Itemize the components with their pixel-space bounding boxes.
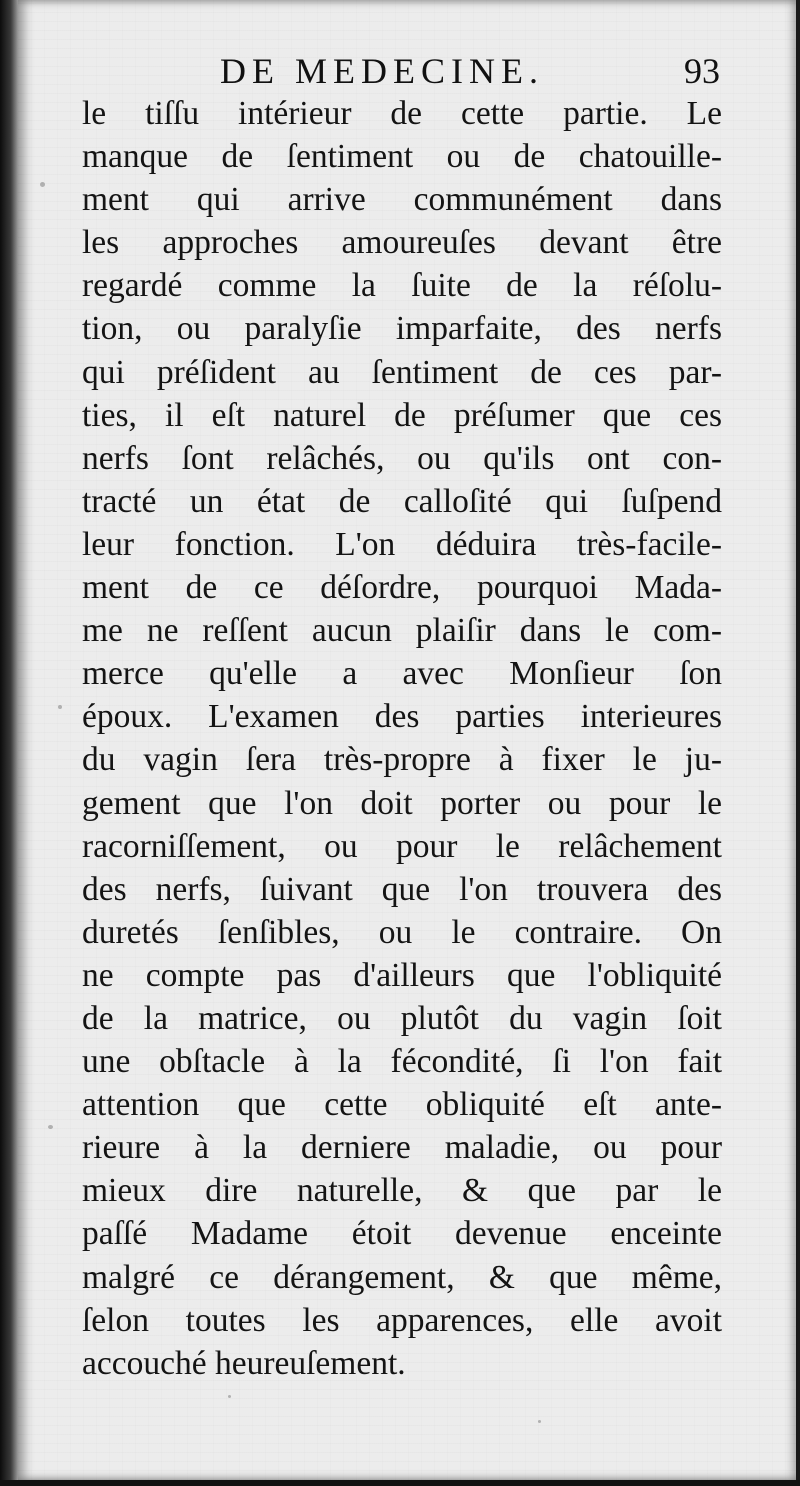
running-head	[80, 50, 720, 94]
paper-speck	[40, 182, 45, 187]
text-line: ment qui arrive communément dans	[82, 181, 722, 219]
text-line: leur fonction. L'on déduira très-facile-	[82, 525, 722, 563]
paper-speck	[538, 1420, 541, 1423]
text-line: nerfs ſont relâchés, ou qu'ils ont con-	[82, 439, 722, 477]
text-line: de la matrice, ou plutôt du vagin ſoit	[82, 999, 722, 1037]
page-bottom-edge	[0, 1480, 800, 1486]
text-line: une obſtacle à la fécondité, ſi l'on fait	[82, 1043, 722, 1081]
book-gutter-shadow	[0, 0, 18, 1486]
text-line: merce qu'elle a avec Monſieur ſon	[82, 655, 722, 693]
text-line: le tiſſu intérieur de cette partie. Le	[82, 95, 722, 132]
text-line: malgré ce dérangement, & que même,	[82, 1258, 722, 1296]
text-line: duretés ſenſibles, ou le contraire. On	[82, 913, 722, 951]
paper-speck	[228, 1395, 231, 1398]
text-line: rieure à la derniere maladie, ou pour	[82, 1129, 722, 1167]
text-line: des nerfs, ſuivant que l'on trouvera des	[82, 870, 722, 908]
text-line: ment de ce déſordre, pourquoi Mada-	[82, 569, 722, 607]
text-line: paſſé Madame étoit devenue enceinte	[82, 1215, 722, 1253]
text-line: tracté un état de calloſité qui ſuſpend	[82, 482, 722, 520]
text-line: accouché heureuſement.	[82, 1344, 406, 1382]
text-line: ties, il eſt naturel de préſumer que ces	[82, 396, 722, 434]
text-line: ſelon toutes les apparences, elle avoit	[82, 1301, 722, 1339]
text-line: attention que cette obliquité eſt ante-	[82, 1086, 722, 1124]
paper-speck	[58, 705, 62, 709]
text-line: gement que l'on doit porter ou pour le	[82, 784, 722, 822]
text-line: qui préſident au ſentiment de ces par-	[82, 353, 722, 391]
text-line: me ne reſſent aucun plaiſir dans le com-	[82, 612, 722, 650]
paper-speck	[48, 1125, 53, 1129]
page-number: 93	[684, 51, 720, 91]
body-text	[82, 92, 722, 1385]
text-line: tion, ou paralyſie imparfaite, des nerfs	[82, 310, 722, 348]
text-line: mieux dire naturelle, & que par le	[82, 1172, 722, 1210]
text-line: racorniſſement, ou pour le relâchement	[82, 827, 722, 865]
running-head-title: DE MEDECINE.	[220, 51, 544, 91]
text-line: manque de ſentiment ou de chatouille-	[82, 138, 722, 176]
text-line: ne compte pas d'ailleurs que l'obliquité	[82, 956, 722, 994]
text-line: regardé comme la ſuite de la réſolu-	[82, 267, 722, 305]
text-line: les approches amoureuſes devant être	[82, 224, 722, 262]
text-line: du vagin ſera très-propre à fixer le ju-	[82, 741, 722, 779]
text-line: époux. L'examen des parties interieures	[82, 698, 722, 736]
